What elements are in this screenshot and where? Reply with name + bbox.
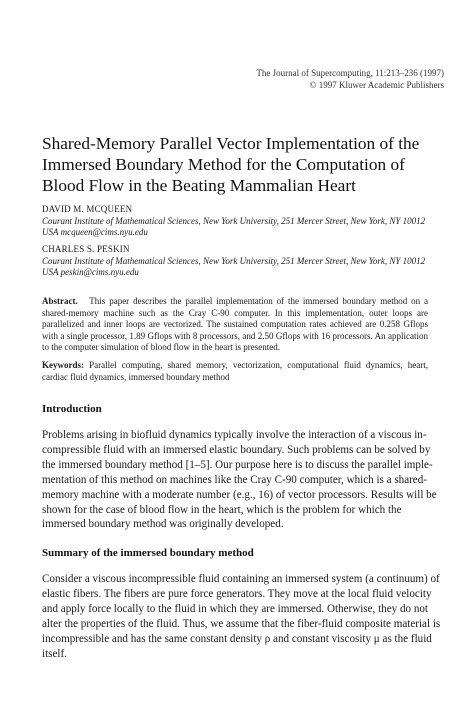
keywords bbox=[42, 360, 428, 383]
journal-header bbox=[256, 67, 444, 91]
abstract bbox=[42, 296, 428, 354]
introduction-paragraph bbox=[42, 428, 437, 532]
text-line: elastic fibers. The fibers are pure force generators. They move at the local fluid velocity bbox=[42, 587, 432, 600]
author-email: USA peskin@cims.nyu.edu bbox=[42, 267, 139, 277]
author-affiliation: Courant Institute of Mathematical Sciences, New York University, 251 Mercer Street, New York, NY 10012 bbox=[42, 255, 426, 266]
journal-citation: The Journal of Supercomputing, 11:213–236 (1997) bbox=[256, 68, 444, 78]
text-line: alter the properties of the fluid. Thus, we assume that the fiber-fluid composite material is bbox=[42, 617, 441, 630]
keywords-label: Keywords: bbox=[42, 360, 84, 370]
author-name: CHARLES S. PESKIN bbox=[42, 244, 130, 254]
author-name: DAVID M. MCQUEEN bbox=[42, 204, 133, 214]
text-line: immersed boundary method was originally developed. bbox=[42, 518, 284, 531]
text-line: memory machine with a moderate number (e.g., 16) of vector processors. Results will be bbox=[42, 488, 437, 501]
journal-copyright: © 1997 Kluwer Academic Publishers bbox=[309, 80, 444, 90]
section-heading-introduction: Introduction bbox=[42, 403, 102, 415]
title-line: Shared-Memory Parallel Vector Implementation of the bbox=[42, 134, 420, 153]
text-line: and apply force locally to the fluid in which they are immersed. Otherwise, they do not bbox=[42, 602, 429, 615]
author-block bbox=[42, 244, 425, 279]
title-line: Immersed Boundary Method for the Computation of bbox=[42, 155, 405, 174]
summary-paragraph bbox=[42, 572, 441, 661]
paper-title bbox=[42, 133, 447, 196]
section-heading-summary: Summary of the immersed boundary method bbox=[42, 547, 254, 559]
text-line: incompressible and has the same constant density ρ and constant viscosity μ as the fluid bbox=[42, 632, 432, 645]
author-email: USA mcqueen@cims.nyu.edu bbox=[42, 227, 148, 237]
text-line: Consider a viscous incompressible fluid containing an immersed system (a continuum) of bbox=[42, 573, 440, 585]
text-line: shown for the case of blood flow in the heart, which is the problem for which the bbox=[42, 503, 402, 516]
title-line: Blood Flow in the Beating Mammalian Heart bbox=[42, 176, 356, 195]
keywords-text: Parallel computing, shared memory, vectorization, computational fluid dynamics, heart, cardiac fluid dynamics, immersed boundary method bbox=[42, 360, 429, 382]
author-block bbox=[42, 204, 425, 239]
abstract-label: Abstract. bbox=[42, 296, 78, 306]
text-line: Problems arising in biofluid dynamics typically involve the interaction of a viscous in- bbox=[42, 429, 427, 441]
abstract-text: This paper describes the parallel implementation of the immersed boundary method on a shared-memory machine such as the Cray C-90 computer. In this implementation, outer loops are parallelized and inner loops are vectorized. The sustained computation rates achieved are 0.258 Gflops with a single processor, 1.89 Gflops with 8 processors, and 2.50 Gflops with 16 processors. An application to the computer simulation of blood flow in the heart is presented. bbox=[42, 296, 428, 352]
text-line: compressible fluid with an immersed elastic boundary. Such problems can be solved by bbox=[42, 443, 431, 456]
text-line: the immersed boundary method [1–5]. Our purpose here is to discuss the parallel imple- bbox=[42, 458, 433, 471]
author-affiliation: Courant Institute of Mathematical Sciences, New York University, 251 Mercer Street, New York, NY 10012 bbox=[42, 215, 426, 226]
text-line: mentation of this method on machines like the Cray C-90 computer, which is a shared- bbox=[42, 473, 427, 486]
text-line: itself. bbox=[42, 647, 67, 660]
